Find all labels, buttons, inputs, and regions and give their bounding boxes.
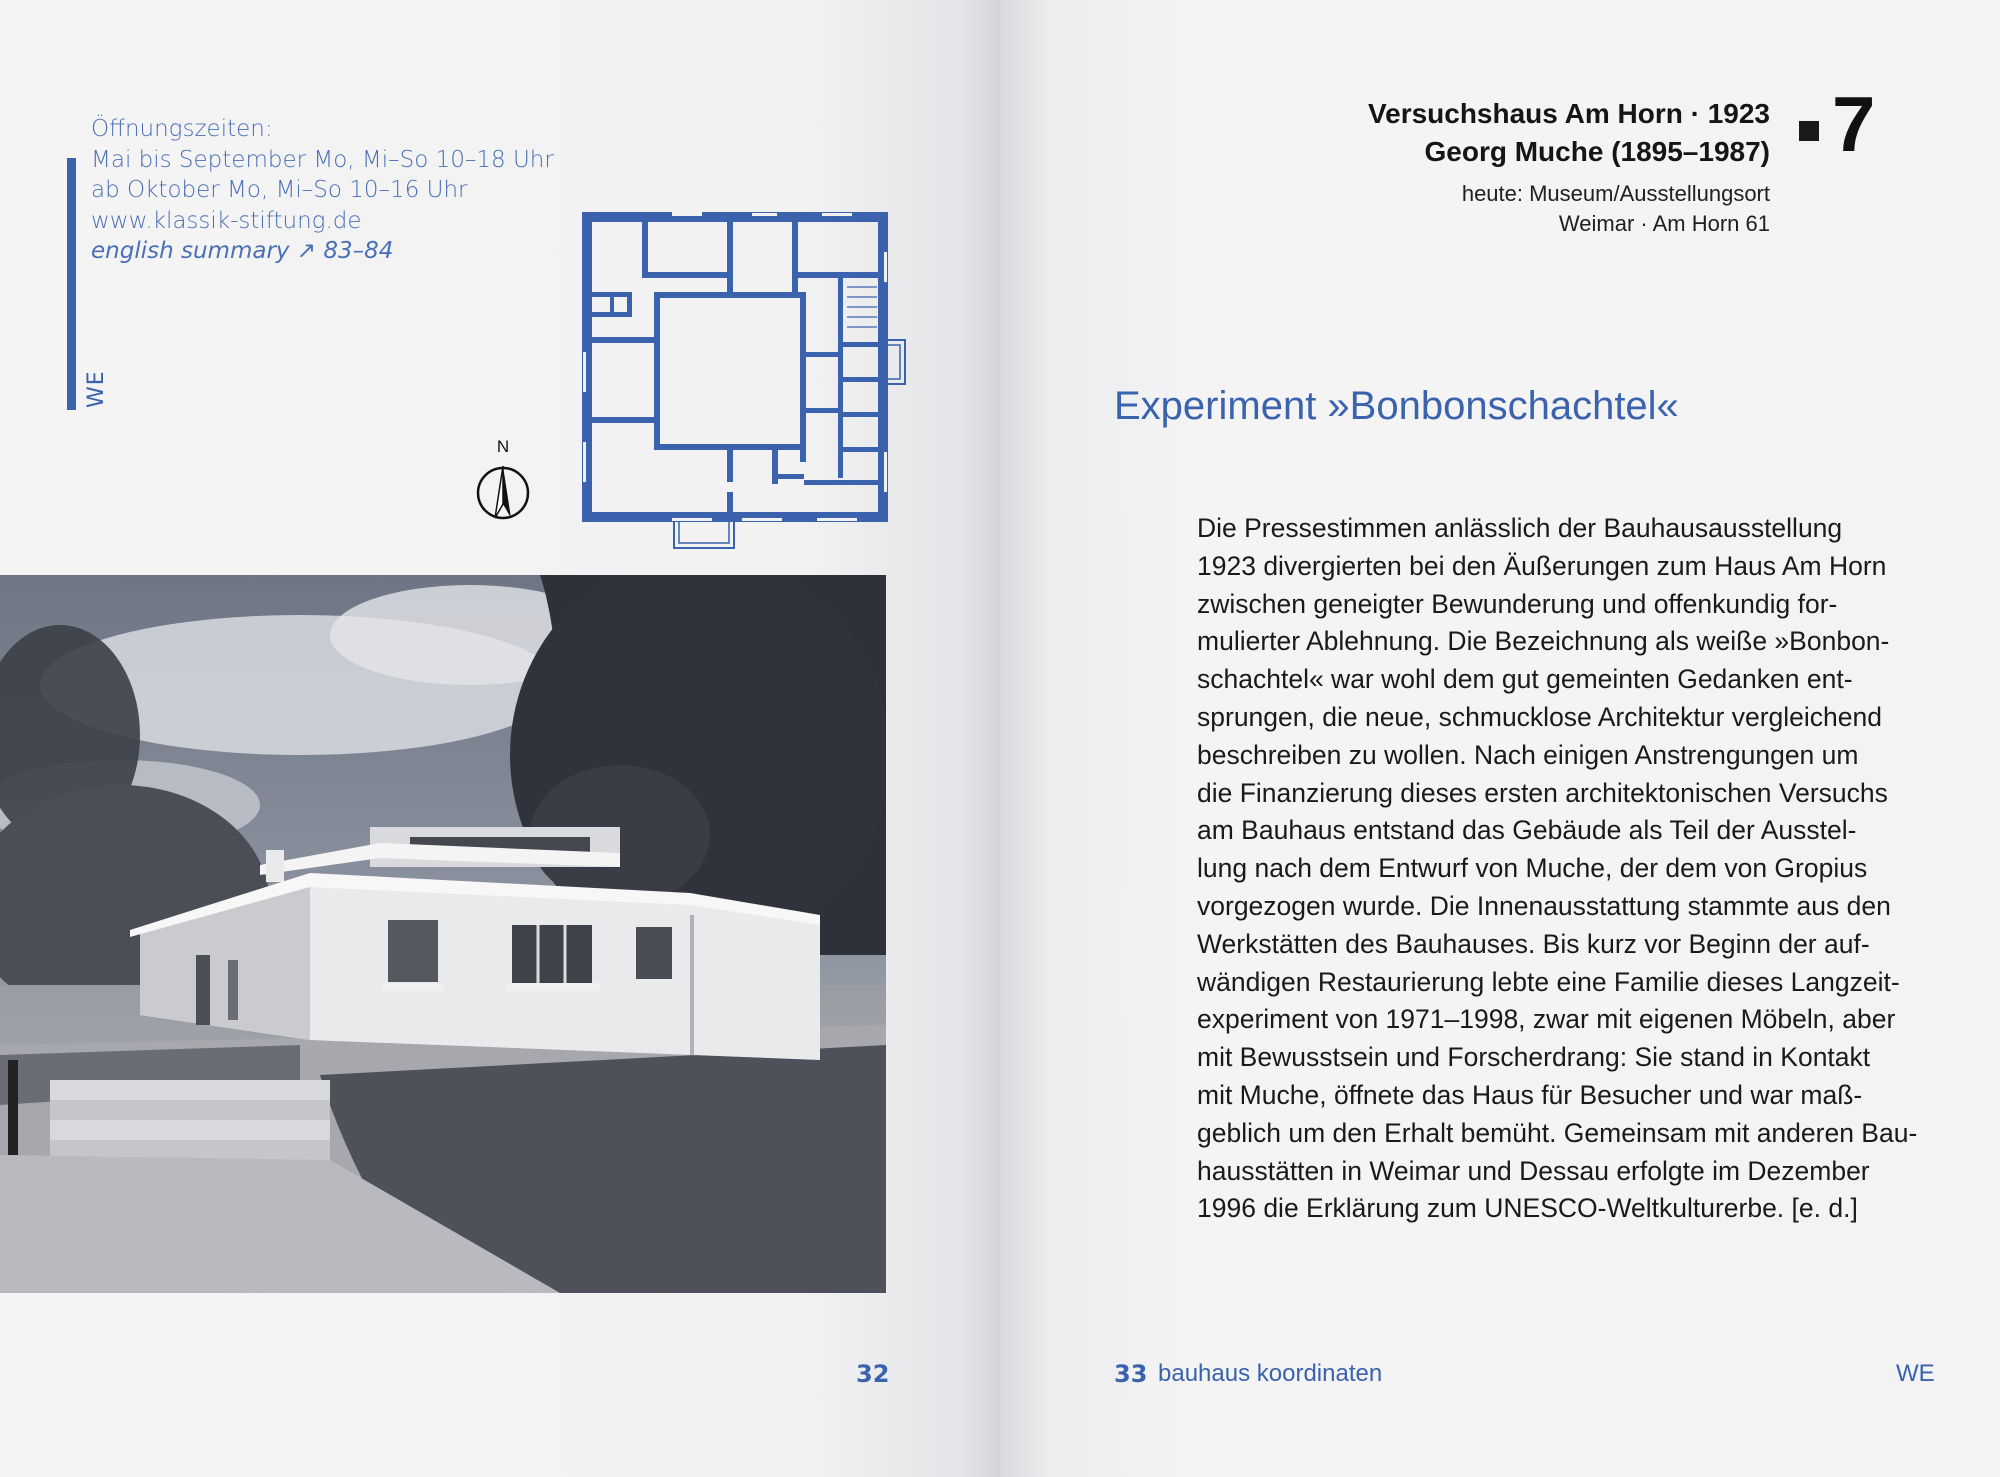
north-arrow-icon bbox=[474, 438, 532, 522]
section-title: Experiment »Bonbonschachtel« bbox=[1114, 384, 1679, 428]
body-line: Die Pressestimmen anlässlich der Bauhausausstellung bbox=[1197, 513, 1843, 543]
body-line: geblich um den Erhalt bemüht. Gemeinsam mit anderen Bau- bbox=[1197, 1117, 1918, 1148]
body-line: experiment von 1971–1998, zwar mit eigenen Möbeln, aber bbox=[1197, 1004, 1896, 1035]
info-accent-bar bbox=[67, 158, 76, 410]
body-line: am Bauhaus entstand das Gebäude als Teil der Ausstel- bbox=[1197, 815, 1857, 846]
body-line: lung nach dem Entwurf von Muche, der dem von Gropius bbox=[1197, 853, 1868, 884]
opening-hours-info bbox=[91, 114, 554, 267]
entry-header bbox=[1170, 95, 1770, 239]
house-photo bbox=[0, 575, 886, 1293]
body-text bbox=[1197, 510, 1957, 1228]
website-link[interactable]: www.klassik-stiftung.de bbox=[91, 207, 362, 234]
side-code-vertical: WE bbox=[84, 370, 109, 408]
page-number-right: 33 bbox=[1114, 1360, 1148, 1388]
entry-marker-square bbox=[1799, 121, 1819, 141]
opening-hours-label: Öffnungszeiten: bbox=[91, 116, 273, 142]
hours-summer: Mai bis September Mo, Mi–So 10–18 Uhr bbox=[91, 146, 554, 173]
page-number-left: 32 bbox=[856, 1360, 890, 1388]
body-line: 1996 die Erklärung zum UNESCO-Weltkulturerbe. [e. d.] bbox=[1197, 1193, 1858, 1224]
body-line: hausstätten in Weimar und Dessau erfolgte im Dezember bbox=[1197, 1155, 1870, 1186]
body-line: 1923 divergierten bei den Äußerungen zum Haus Am Horn bbox=[1197, 550, 1887, 581]
body-line: mit Muche, öffnete das Haus für Besucher und war maß- bbox=[1197, 1079, 1863, 1110]
entry-address: Weimar · Am Horn 61 bbox=[1558, 211, 1770, 236]
book-title-footer: bauhaus koordinaten bbox=[1158, 1360, 1383, 1387]
body-line: schachtel« war wohl dem gut gemeinten Gedanken ent- bbox=[1197, 664, 1853, 695]
body-line: mulierter Ablehnung. Die Bezeichnung als weiße »Bonbon- bbox=[1197, 626, 1890, 657]
body-line: mit Bewusstsein und Forscherdrang: Sie stand in Kontakt bbox=[1197, 1042, 1871, 1073]
entry-current-use: heute: Museum/Ausstellungsort bbox=[1461, 181, 1770, 206]
body-line: vorgezogen wurde. Die Innenausstattung stammte aus den bbox=[1197, 890, 1891, 921]
floor-plan-icon bbox=[582, 212, 912, 557]
entry-architect: Georg Muche (1895–1987) bbox=[1424, 136, 1770, 167]
region-code-footer: WE bbox=[1896, 1360, 1935, 1387]
body-line: beschreiben zu wollen. Nach einigen Anstrengungen um bbox=[1197, 739, 1859, 770]
body-line: zwischen geneigter Bewunderung und offenkundig for- bbox=[1197, 588, 1838, 619]
body-line: wändigen Restaurierung lebte eine Familie dieses Langzeit- bbox=[1197, 966, 1900, 997]
compass-label: N bbox=[496, 438, 510, 456]
entry-title: Versuchshaus Am Horn · 1923 bbox=[1367, 98, 1770, 129]
english-summary-ref: english summary ↗ 83–84 bbox=[91, 238, 394, 264]
hours-winter: ab Oktober Mo, Mi–So 10–16 Uhr bbox=[91, 177, 468, 203]
body-line: Werkstätten des Bauhauses. Bis kurz vor Beginn der auf- bbox=[1197, 928, 1870, 959]
entry-number: 7 bbox=[1832, 80, 1876, 168]
body-line: die Finanzierung dieses ersten architektonischen Versuchs bbox=[1197, 777, 1888, 808]
body-line: sprungen, die neue, schmucklose Architektur vergleichend bbox=[1197, 701, 1882, 732]
